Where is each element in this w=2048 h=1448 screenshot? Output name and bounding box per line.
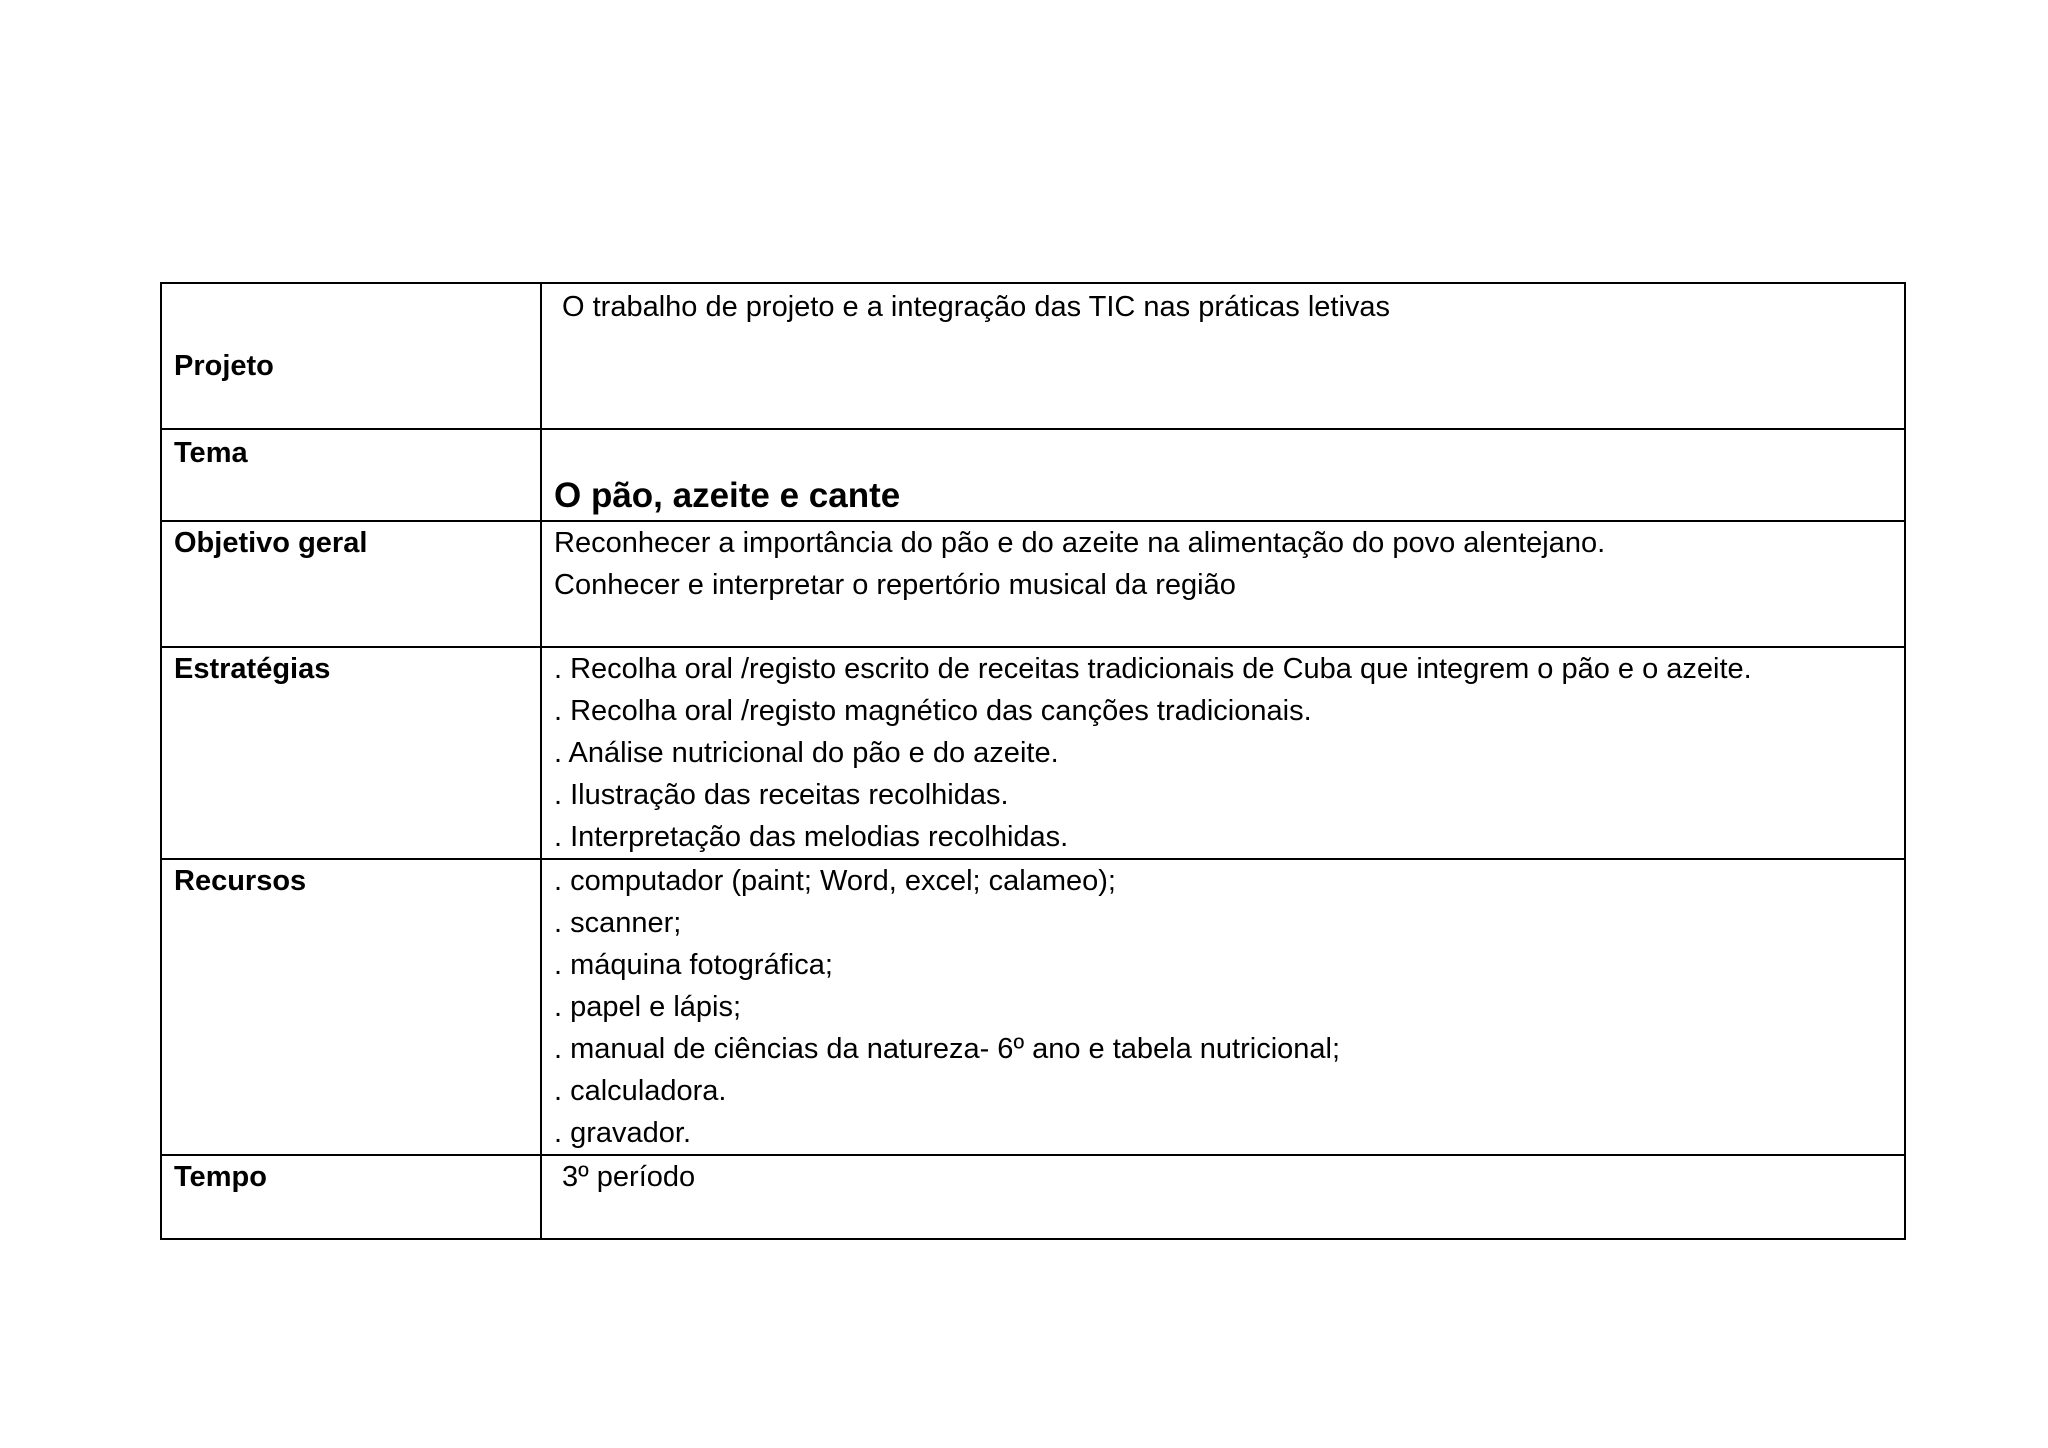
tempo-text: 3º período — [562, 1161, 696, 1193]
label-recursos: Recursos — [161, 859, 541, 1155]
objetivo-line: Conhecer e interpretar o repertório musical da região — [554, 569, 1236, 601]
row-estrategias — [161, 647, 1905, 859]
value-recursos — [541, 859, 1905, 1155]
tema-title: O pão, azeite e cante — [554, 476, 901, 515]
recurso-item: . gravador. — [554, 1117, 692, 1149]
label-objetivo-geral: Objetivo geral — [161, 521, 541, 647]
label-tempo: Tempo — [161, 1155, 541, 1239]
row-tema — [161, 429, 1905, 521]
objetivo-line: Reconhecer a importância do pão e do azeite na alimentação do povo alentejano. — [554, 527, 1606, 559]
row-projeto — [161, 283, 1905, 429]
value-tema — [541, 429, 1905, 521]
row-objetivo-geral — [161, 521, 1905, 647]
projeto-text: O trabalho de projeto e a integração das TIC nas práticas letivas — [562, 291, 1391, 323]
value-objetivo-geral — [541, 521, 1905, 647]
label-projeto: Projeto — [161, 283, 541, 429]
row-recursos — [161, 859, 1905, 1155]
value-tempo — [541, 1155, 1905, 1239]
recurso-item: . papel e lápis; — [554, 991, 742, 1023]
label-estrategias: Estratégias — [161, 647, 541, 859]
estrategia-item: . Ilustração das receitas recolhidas. — [554, 779, 1009, 811]
estrategia-item: . Análise nutricional do pão e do azeite. — [554, 737, 1059, 769]
row-tempo — [161, 1155, 1905, 1239]
project-table — [160, 282, 1906, 1240]
recurso-item: . máquina fotográfica; — [554, 949, 833, 981]
value-estrategias — [541, 647, 1905, 859]
estrategia-item: . Interpretação das melodias recolhidas. — [554, 821, 1069, 853]
label-tema: Tema — [161, 429, 541, 521]
estrategia-item: . Recolha oral /registo magnético das canções tradicionais. — [554, 695, 1312, 727]
recurso-item: . manual de ciências da natureza- 6º ano e tabela nutricional; — [554, 1033, 1341, 1065]
value-projeto — [541, 283, 1905, 429]
recurso-item: . scanner; — [554, 907, 682, 939]
recurso-item: . calculadora. — [554, 1075, 727, 1107]
estrategia-item: . Recolha oral /registo escrito de receitas tradicionais de Cuba que integrem o pão e o azeite. — [554, 653, 1752, 685]
recurso-item: . computador (paint; Word, excel; calameo); — [554, 865, 1116, 897]
